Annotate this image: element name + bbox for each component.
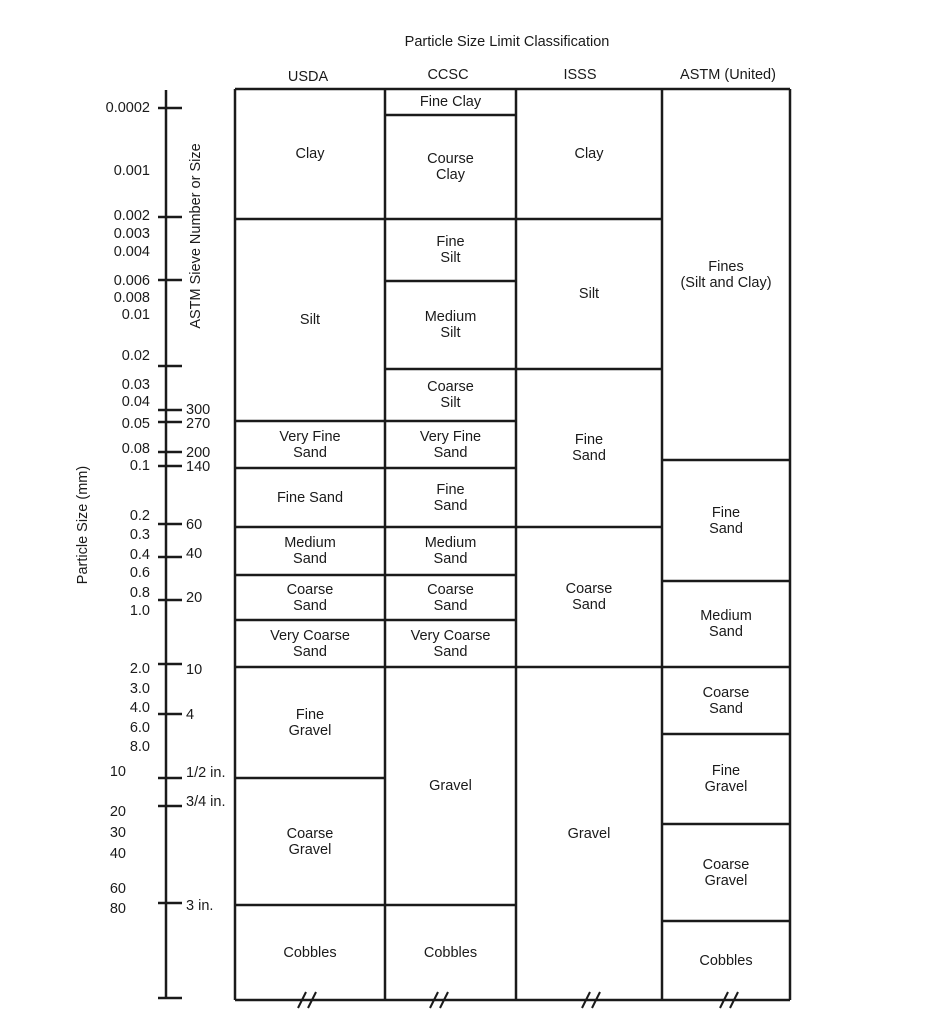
ccsc-cell: Very Fine Sand <box>419 428 482 461</box>
isss-cell: Fine Sand <box>572 432 606 464</box>
usda-cell: Medium Sand <box>284 535 336 567</box>
mm-label: 0.02 <box>121 348 150 364</box>
usda-cell: Fine Gravel <box>288 706 332 739</box>
mm-label: 0.3 <box>129 527 150 543</box>
mm-label: 0.001 <box>113 163 150 179</box>
usda-cell: Clay <box>295 146 325 162</box>
astm-cell: Cobbles <box>699 952 753 969</box>
header-isss: ISSS <box>563 67 597 83</box>
mm-label: 0.08 <box>121 441 150 457</box>
mm-label: 0.2 <box>129 508 150 524</box>
isss-cell: Gravel <box>567 825 611 842</box>
sieve-label: 20 <box>186 590 203 606</box>
ccsc-cell: Coarse Silt <box>427 379 474 411</box>
sieve-label: 1/2 in. <box>186 765 226 781</box>
ccsc-cell: Medium Sand <box>424 535 477 567</box>
usda-cell: Very Fine Sand <box>279 428 341 461</box>
isss-cell: Silt <box>578 286 600 302</box>
usda-cell: Cobbles <box>283 944 337 961</box>
mm-label: 0.8 <box>129 585 150 601</box>
chart-title: Particle Size Limit Classification <box>404 34 610 50</box>
mm-label: 0.003 <box>113 226 150 242</box>
header-astm: ASTM (United) <box>680 67 776 83</box>
sieve-axis-label: ASTM Sieve Number or Size <box>188 143 204 329</box>
sieve-label: 300 <box>186 402 211 418</box>
mm-label: 0.03 <box>121 377 150 393</box>
isss-cell: Coarse Sand <box>565 581 613 613</box>
sieve-label: 140 <box>186 459 211 475</box>
sieve-label: 10 <box>186 662 203 678</box>
mm-label: 0.04 <box>121 394 150 410</box>
mm-label: 0.05 <box>121 416 150 432</box>
mm-label: 0.1 <box>129 458 150 474</box>
ccsc-cell: Course Clay <box>427 151 474 183</box>
astm-cell: Fines (Silt and Clay) <box>680 258 772 291</box>
mm-label: 0.6 <box>129 565 150 581</box>
mm-label: 0.006 <box>113 273 150 289</box>
ccsc-cell: Very Coarse Sand <box>410 627 491 660</box>
usda-cell: Very Coarse Sand <box>270 627 350 660</box>
sieve-label: 200 <box>186 445 211 461</box>
astm-cell: Coarse Gravel <box>702 856 750 889</box>
ccsc-cell: Coarse Sand <box>427 581 474 614</box>
ccsc-cell: Cobbles <box>423 944 478 961</box>
mm-label: 40 <box>109 846 126 862</box>
usda-cell: Coarse Gravel <box>286 825 334 858</box>
mm-label: 8.0 <box>129 739 150 755</box>
astm-cell: Fine Sand <box>709 504 743 537</box>
mm-label: 0.0002 <box>105 100 150 116</box>
mm-label: 2.0 <box>129 661 150 677</box>
astm-cell: Medium Sand <box>700 608 752 640</box>
usda-cell: Fine Sand <box>276 489 344 506</box>
header-usda: USDA <box>287 69 329 85</box>
sieve-label: 60 <box>186 517 203 533</box>
header-ccsc: CCSC <box>427 67 469 83</box>
sieve-label: 3/4 in. <box>186 794 226 810</box>
ccsc-cell: Fine Sand <box>433 481 468 514</box>
y-axis-label: Particle Size (mm) <box>75 465 91 585</box>
mm-label: 3.0 <box>129 681 150 697</box>
mm-label: 80 <box>109 901 126 917</box>
sieve-label: 270 <box>186 416 211 432</box>
mm-label: 0.01 <box>121 307 150 323</box>
mm-label: 0.002 <box>113 208 150 224</box>
astm-cell: Coarse Sand <box>702 684 750 717</box>
mm-label: 60 <box>109 881 126 897</box>
mm-label: 10 <box>109 764 126 780</box>
mm-label: 6.0 <box>129 720 150 736</box>
mm-label: 0.008 <box>113 290 150 306</box>
ccsc-cell: Medium Silt <box>424 309 477 341</box>
astm-cell: Fine Gravel <box>704 763 748 795</box>
sieve-label: 3 in. <box>186 898 214 914</box>
usda-cell: Coarse Sand <box>286 581 334 614</box>
mm-label: 30 <box>109 825 126 841</box>
ccsc-cell: Fine Silt <box>436 234 465 266</box>
sieve-label: 4 <box>186 707 195 723</box>
mm-label: 4.0 <box>129 700 150 716</box>
isss-cell: Clay <box>574 146 604 162</box>
ccsc-cell: Gravel <box>429 778 472 794</box>
mm-label: 0.4 <box>129 547 150 563</box>
mm-label: 0.004 <box>113 244 150 260</box>
sieve-label: 40 <box>186 546 203 562</box>
mm-label: 20 <box>109 804 126 820</box>
mm-label: 1.0 <box>129 603 150 619</box>
ccsc-cell: Fine Clay <box>419 94 482 110</box>
usda-cell: Silt <box>299 312 321 328</box>
